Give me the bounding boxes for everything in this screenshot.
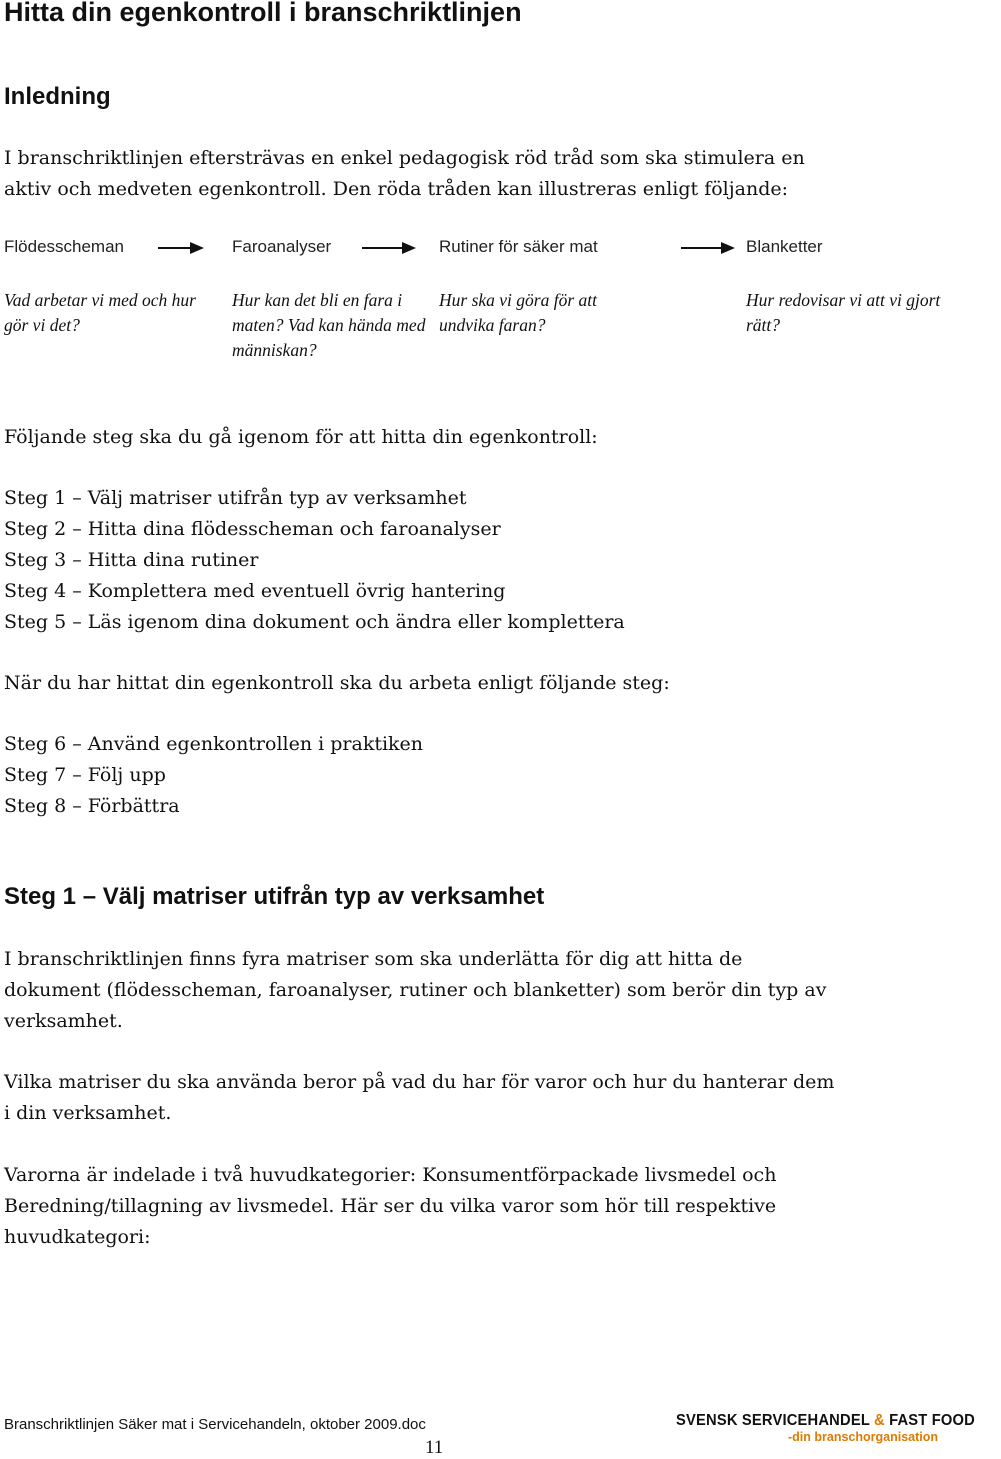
flow-step-faroanalyser: Faroanalyser [232,237,332,256]
flow-question-1: Vad arbetar vi med och hur gör vi det? [4,290,196,335]
section-heading: Steg 1 – Välj matriser utifrån typ av verksamhet [4,883,545,910]
page-title: Hitta din egenkontroll i branschriktlinjen [4,0,522,27]
steps-intro: Följande steg ska du gå igenom för att hitta din egenkontroll: [4,426,598,448]
arrow-right-icon [681,241,735,255]
list-item: Steg 7 – Följ upp [4,764,166,786]
section-paragraph-1: I branschriktlinjen finns fyra matriser som ska underlätta för dig att hitta de dokument (flödesscheman, faroanalyser, rutiner och blanketter) som berör din typ av verksamhet. [4,948,827,1032]
intro-heading: Inledning [4,83,111,110]
intro-paragraph: I branschriktlinjen eftersträvas en enkel pedagogisk röd tråd som ska stimulera en aktiv och medveten egenkontroll. Den röda tråden kan illustreras enligt följande: [4,147,805,200]
footer-document-name: Branschriktlinjen Säker mat i Servicehandeln, oktober 2009.doc [4,1416,426,1433]
list-item: Steg 2 – Hitta dina flödesscheman och faroanalyser [4,518,501,540]
flow-question-2: Hur kan det bli en fara i maten? Vad kan hända med människan? [232,290,426,360]
list-item: Steg 3 – Hitta dina rutiner [4,549,259,571]
list-item: Steg 5 – Läs igenom dina dokument och ändra eller komplettera [4,611,625,633]
list-item: Steg 8 – Förbättra [4,795,180,817]
list-item: Steg 6 – Använd egenkontrollen i praktiken [4,733,424,755]
list-item: Steg 4 – Komplettera med eventuell övrig hantering [4,580,506,602]
arrow-right-icon [158,241,204,255]
steps-mid: När du har hittat din egenkontroll ska du arbeta enligt följande steg: [4,672,670,694]
arrow-right-icon [362,241,416,255]
flow-question-4: Hur redovisar vi att vi gjort rätt? [746,290,941,335]
flow-step-blanketter: Blanketter [746,237,823,256]
logo-tagline: -din branschorganisation [788,1430,939,1444]
flow-step-rutiner: Rutiner för säker mat [439,237,598,256]
page-number: 11 [425,1437,444,1458]
flow-question-3: Hur ska vi göra för att undvika faran? [439,290,597,335]
steps-list-b [4,729,423,822]
flow-step-flodesscheman: Flödesscheman [4,237,125,256]
steps-list-a [4,483,625,638]
logo [676,1412,1001,1444]
logo-line-1: SVENSK SERVICEHANDEL & FAST FOOD [676,1412,975,1429]
section-paragraph-3: Varorna är indelade i två huvudkategorier: Konsumentförpackade livsmedel och Beredning/tillagning av livsmedel. Här ser du vilka varor som hör till respektive huvudkategori: [4,1164,777,1248]
list-item: Steg 1 – Välj matriser utifrån typ av verksamhet [4,487,467,509]
section-paragraph-2: Vilka matriser du ska använda beror på vad du har för varor och hur du hanterar dem i din verksamhet. [4,1071,835,1124]
